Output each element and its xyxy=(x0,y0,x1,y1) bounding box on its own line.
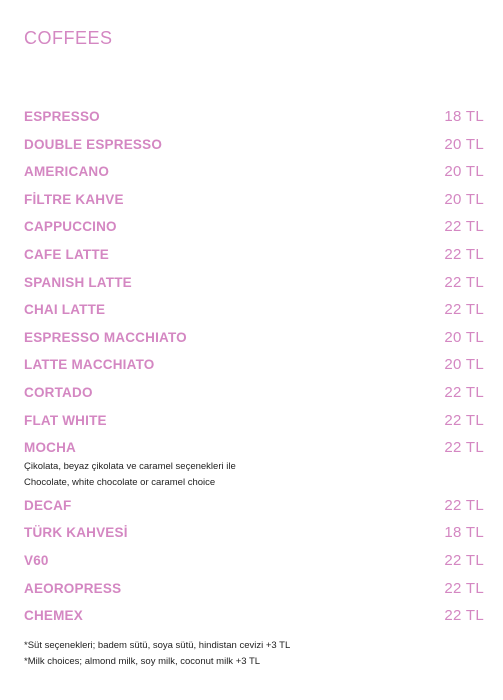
item-price: 22 TL xyxy=(444,607,484,625)
mocha-note-tr: Çikolata, beyaz çikolata ve caramel seçenekleri ile xyxy=(24,460,236,472)
item-name: CHAI LATTE xyxy=(24,302,106,318)
menu-item-cortado xyxy=(24,384,484,412)
item-name: CHEMEX xyxy=(24,608,83,624)
item-price: 22 TL xyxy=(444,301,484,319)
item-price: 20 TL xyxy=(444,135,484,153)
item-price: 22 TL xyxy=(444,439,484,457)
footnote-en: *Milk choices; almond milk, soy milk, coconut milk +3 TL xyxy=(24,656,261,667)
item-name: MOCHA xyxy=(24,440,76,456)
menu-item-flat-white xyxy=(24,412,484,440)
coffee-menu-list xyxy=(24,108,484,635)
menu-item-filtre-kahve xyxy=(24,191,484,219)
menu-item-espresso-macchiato xyxy=(24,329,484,357)
menu-item-decaf xyxy=(24,497,484,525)
menu-item-americano xyxy=(24,163,484,191)
milk-footnotes xyxy=(24,638,290,670)
item-price: 22 TL xyxy=(444,411,484,429)
menu-item-v60 xyxy=(24,552,484,580)
item-name: LATTE MACCHIATO xyxy=(24,357,155,373)
item-name: ESPRESSO MACCHIATO xyxy=(24,329,187,345)
item-name: ESPRESSO xyxy=(24,109,100,124)
menu-item-turk-kahvesi xyxy=(24,524,484,552)
item-price: 22 TL xyxy=(444,273,484,291)
item-price: 18 TL xyxy=(444,108,484,125)
item-name: AMERICANO xyxy=(24,164,110,180)
item-price: 22 TL xyxy=(444,245,484,263)
item-name: CAFE LATTE xyxy=(24,246,109,262)
item-name: DECAF xyxy=(24,497,72,513)
menu-item-chemex xyxy=(24,607,484,635)
mocha-note xyxy=(24,459,484,491)
item-name: FLAT WHITE xyxy=(24,412,107,428)
item-price: 22 TL xyxy=(444,551,484,569)
item-name: CAPPUCCINO xyxy=(24,219,117,235)
menu-item-aeoropress xyxy=(24,580,484,608)
item-name: AEOROPRESS xyxy=(24,580,122,596)
item-price: 22 TL xyxy=(444,579,484,597)
footnote-tr: *Süt seçenekleri; badem sütü, soya sütü, hindistan cevizi +3 TL xyxy=(24,640,291,651)
menu-item-double-espresso xyxy=(24,136,484,164)
item-price: 18 TL xyxy=(444,524,484,542)
menu-item-chai-latte xyxy=(24,301,484,329)
item-price: 22 TL xyxy=(444,496,484,514)
item-price: 20 TL xyxy=(444,190,484,208)
item-price: 20 TL xyxy=(444,356,484,374)
menu-item-cappuccino xyxy=(24,218,484,246)
mocha-note-en: Chocolate, white chocolate or caramel choice xyxy=(24,476,216,488)
page-title: COFFEES xyxy=(24,28,113,48)
menu-item-espresso xyxy=(24,108,484,136)
item-name: FİLTRE KAHVE xyxy=(24,191,124,207)
item-price: 20 TL xyxy=(444,328,484,346)
item-name: V60 xyxy=(24,552,49,568)
item-price: 22 TL xyxy=(444,383,484,401)
menu-item-spanish-latte xyxy=(24,274,484,302)
item-price: 20 TL xyxy=(444,163,484,181)
menu-item-cafe-latte xyxy=(24,246,484,274)
item-name: DOUBLE ESPRESSO xyxy=(24,136,163,152)
item-name: TÜRK KAHVESİ xyxy=(24,525,128,541)
item-name: SPANISH LATTE xyxy=(24,274,132,290)
menu-item-latte-macchiato xyxy=(24,356,484,384)
item-name: CORTADO xyxy=(24,384,93,400)
item-price: 22 TL xyxy=(444,218,484,236)
